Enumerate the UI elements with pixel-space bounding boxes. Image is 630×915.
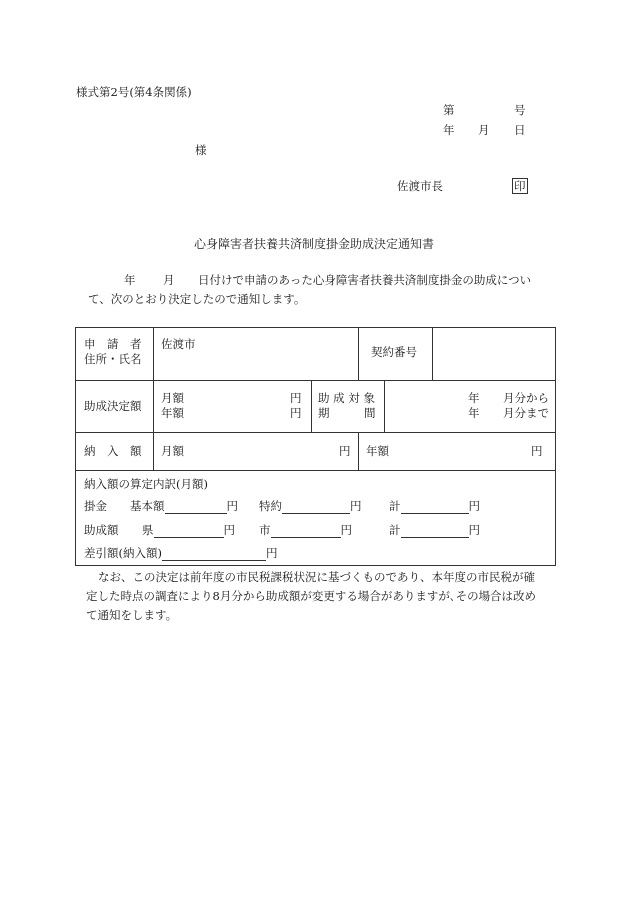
subsidy-city-label: 市 [259,523,271,538]
premium-total-label: 計 [389,499,401,514]
date-year: 年 [443,123,455,137]
decision-yearly-label: 年額 [161,406,184,420]
applicant-label-2: 住所・氏名 [84,352,142,366]
subsidy-city-yen: 円 [340,523,352,538]
premium-special [259,500,362,514]
intro-year: 年 [124,273,136,287]
date-month: 月 [478,123,490,137]
footer-line2: 定した時点の調査により8月分から助成額が変更する場合がありますが､その場合は改め [86,589,537,603]
intro-month: 月 [163,273,175,287]
subsidy-total [389,524,480,538]
subsidy-label: 助成額 [84,523,119,537]
decision-monthly-label: 月額 [161,391,184,405]
target-period-label-1: 助 成 対 象 [318,391,375,405]
premium-special-yen: 円 [350,499,362,514]
subsidy-prefecture [142,524,235,538]
subsidy-prefecture-yen: 円 [223,523,235,538]
premium-basic-label: 基本額 [130,499,165,514]
premium-basic-yen: 円 [226,499,238,514]
seal-mark: 印 [514,179,526,193]
document-title: 心身障害者扶養共済制度掛金助成決定通知書 [194,237,435,251]
decision-amount-label: 助成決定額 [84,399,142,413]
premium-label: 掛金 [84,499,107,513]
subsidy-total-blank [401,524,469,538]
premium-basic-blank [165,500,227,514]
applicant-value: 佐渡市 [161,337,196,351]
intro-text-line1: 日付けで申請のあった心身障害者扶養共済制度掛金の助成につい [198,273,532,287]
target-period-label-2: 期 間 [318,406,376,420]
premium-special-blank [282,500,350,514]
payment-monthly-yen: 円 [339,444,351,458]
difference-row [84,547,277,561]
subsidy-prefecture-label: 県 [142,523,154,538]
target-from-year: 年 [468,391,480,405]
payment-yearly-yen: 円 [531,444,543,458]
premium-basic [130,500,238,514]
difference-blank [162,547,266,561]
date-day: 日 [514,123,526,137]
decision-monthly-yen: 円 [290,391,302,405]
number-prefix: 第 [443,103,455,117]
number-suffix: 号 [514,103,526,117]
target-from-month: 月分から [503,391,549,405]
target-to-month: 月分まで [503,406,549,420]
addressee-suffix: 様 [195,143,207,157]
subsidy-total-label: 計 [389,523,401,538]
difference-label: 差引額(納入額) [84,546,162,561]
footer-line1: なお、この決定は前年度の市民税課税状況に基づくものであり、本年度の市民税が確 [98,570,535,584]
premium-total [389,500,480,514]
applicant-label-1: 申 請 者 [84,337,142,351]
breakdown-title: 納入額の算定内訳(月額) [84,477,208,491]
subsidy-city-blank [271,524,341,538]
issuer: 佐渡市長 [397,179,443,193]
subsidy-total-yen: 円 [468,523,480,538]
difference-yen: 円 [265,546,278,561]
contract-number-label: 契約番号 [371,345,417,359]
form-number: 様式第2号(第4条関係) [76,85,192,99]
payment-yearly-label: 年額 [366,444,389,458]
premium-total-blank [401,500,469,514]
premium-special-label: 特約 [259,499,282,514]
target-to-year: 年 [468,406,480,420]
subsidy-city [259,524,352,538]
premium-total-yen: 円 [468,499,480,514]
payment-amount-label: 納 入 額 [84,444,142,458]
intro-text-line2: て、次のとおり決定したので通知します。 [88,292,306,306]
footer-line3: て通知をします。 [86,608,178,622]
payment-monthly-label: 月額 [161,444,184,458]
subsidy-prefecture-blank [154,524,224,538]
decision-yearly-yen: 円 [290,406,302,420]
